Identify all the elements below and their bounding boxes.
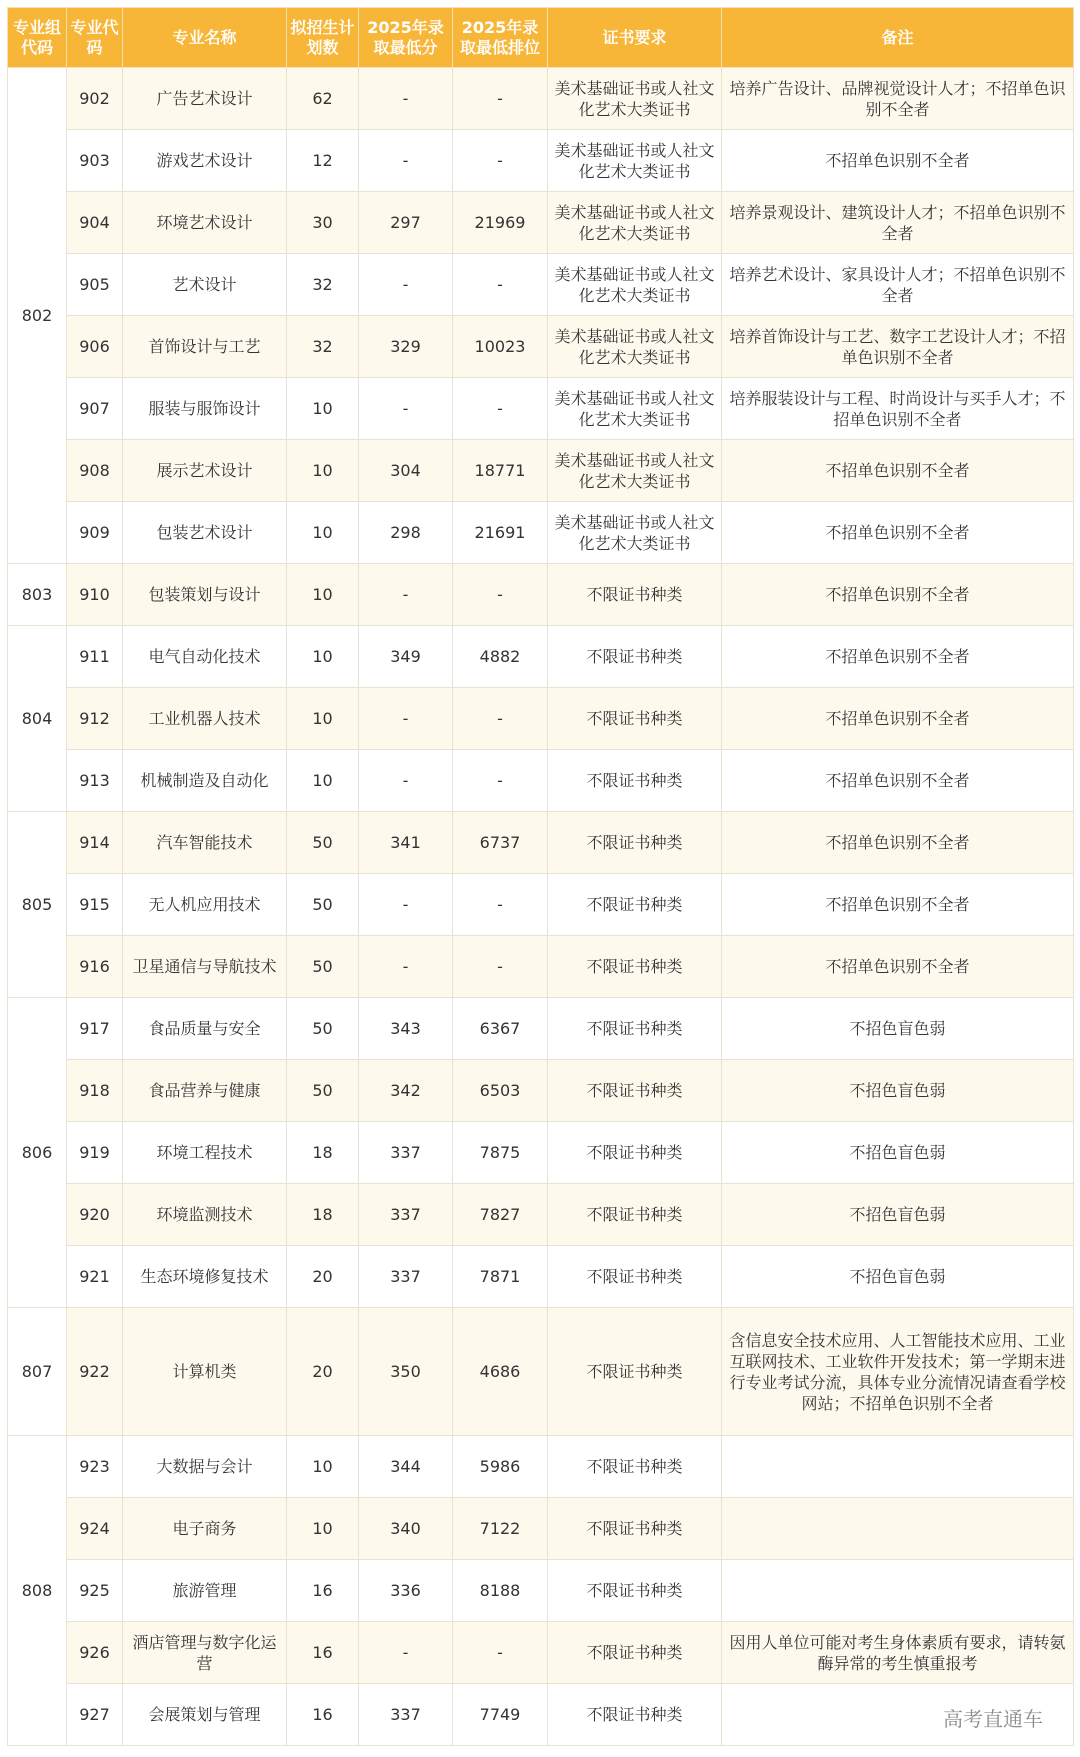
min-rank: 7871: [453, 1246, 548, 1308]
column-header: 专业名称: [123, 8, 287, 68]
major-name: 食品质量与安全: [123, 998, 287, 1060]
min-rank: -: [453, 68, 548, 130]
min-score: 349: [359, 626, 453, 688]
remark: 不招单色识别不全者: [722, 440, 1074, 502]
remark: 培养服装设计与工程、时尚设计与买手人才；不招单色识别不全者: [722, 378, 1074, 440]
plan-count: 20: [287, 1246, 359, 1308]
plan-count: 50: [287, 998, 359, 1060]
plan-count: 10: [287, 502, 359, 564]
certificate-requirement: 不限证书种类: [548, 688, 722, 750]
major-code: 918: [67, 1060, 123, 1122]
certificate-requirement: 不限证书种类: [548, 750, 722, 812]
major-name: 卫星通信与导航技术: [123, 936, 287, 998]
major-name: 生态环境修复技术: [123, 1246, 287, 1308]
remark: 培养艺术设计、家具设计人才；不招单色识别不全者: [722, 254, 1074, 316]
remark: 不招色盲色弱: [722, 1122, 1074, 1184]
major-name: 广告艺术设计: [123, 68, 287, 130]
plan-count: 62: [287, 68, 359, 130]
table-row: [8, 1622, 1074, 1684]
major-name: 包装策划与设计: [123, 564, 287, 626]
remark: [722, 1436, 1074, 1498]
plan-count: 32: [287, 254, 359, 316]
min-score: 344: [359, 1436, 453, 1498]
major-code: 920: [67, 1184, 123, 1246]
plan-count: 16: [287, 1622, 359, 1684]
min-rank: -: [453, 874, 548, 936]
certificate-requirement: 不限证书种类: [548, 1560, 722, 1622]
major-code: 926: [67, 1622, 123, 1684]
remark: 不招单色识别不全者: [722, 626, 1074, 688]
major-code: 915: [67, 874, 123, 936]
column-header: 2025年录取最低分: [359, 8, 453, 68]
min-rank: 7122: [453, 1498, 548, 1560]
min-score: -: [359, 68, 453, 130]
plan-count: 10: [287, 626, 359, 688]
table-row: [8, 1560, 1074, 1622]
header-row: [8, 8, 1074, 68]
table-row: [8, 1060, 1074, 1122]
plan-count: 10: [287, 564, 359, 626]
table-row: [8, 378, 1074, 440]
certificate-requirement: 美术基础证书或人社文化艺术大类证书: [548, 378, 722, 440]
major-code: 916: [67, 936, 123, 998]
table-row: [8, 626, 1074, 688]
major-name: 包装艺术设计: [123, 502, 287, 564]
certificate-requirement: 不限证书种类: [548, 1498, 722, 1560]
plan-count: 16: [287, 1684, 359, 1746]
major-code: 927: [67, 1684, 123, 1746]
plan-count: 50: [287, 936, 359, 998]
min-score: -: [359, 254, 453, 316]
certificate-requirement: 美术基础证书或人社文化艺术大类证书: [548, 502, 722, 564]
group-code: 806: [8, 998, 67, 1308]
min-score: 329: [359, 316, 453, 378]
table-row: [8, 192, 1074, 254]
group-code: 808: [8, 1436, 67, 1746]
min-rank: 5986: [453, 1436, 548, 1498]
major-code: 923: [67, 1436, 123, 1498]
plan-count: 50: [287, 812, 359, 874]
group-code: 802: [8, 68, 67, 564]
major-name: 机械制造及自动化: [123, 750, 287, 812]
major-name: 食品营养与健康: [123, 1060, 287, 1122]
min-rank: 8188: [453, 1560, 548, 1622]
certificate-requirement: 不限证书种类: [548, 1246, 722, 1308]
major-code: 903: [67, 130, 123, 192]
major-code: 917: [67, 998, 123, 1060]
min-rank: 21969: [453, 192, 548, 254]
plan-count: 18: [287, 1184, 359, 1246]
certificate-requirement: 不限证书种类: [548, 1122, 722, 1184]
min-rank: -: [453, 688, 548, 750]
table-row: [8, 1246, 1074, 1308]
remark: [722, 1498, 1074, 1560]
min-rank: 10023: [453, 316, 548, 378]
major-code: 910: [67, 564, 123, 626]
major-name: 服装与服饰设计: [123, 378, 287, 440]
remark: 不招单色识别不全者: [722, 502, 1074, 564]
major-name: 电气自动化技术: [123, 626, 287, 688]
certificate-requirement: 不限证书种类: [548, 936, 722, 998]
group-code: 804: [8, 626, 67, 812]
major-name: 汽车智能技术: [123, 812, 287, 874]
min-rank: -: [453, 378, 548, 440]
plan-count: 12: [287, 130, 359, 192]
min-rank: -: [453, 1622, 548, 1684]
admission-table: [7, 7, 1074, 1746]
plan-count: 10: [287, 1498, 359, 1560]
min-rank: 6367: [453, 998, 548, 1060]
min-score: -: [359, 688, 453, 750]
major-code: 909: [67, 502, 123, 564]
major-code: 914: [67, 812, 123, 874]
plan-count: 50: [287, 874, 359, 936]
major-code: 925: [67, 1560, 123, 1622]
group-code: 805: [8, 812, 67, 998]
min-score: 340: [359, 1498, 453, 1560]
min-rank: -: [453, 564, 548, 626]
major-code: 924: [67, 1498, 123, 1560]
certificate-requirement: 美术基础证书或人社文化艺术大类证书: [548, 316, 722, 378]
major-name: 艺术设计: [123, 254, 287, 316]
min-score: 336: [359, 1560, 453, 1622]
plan-count: 16: [287, 1560, 359, 1622]
min-rank: -: [453, 254, 548, 316]
remark: 不招色盲色弱: [722, 998, 1074, 1060]
table-row: [8, 998, 1074, 1060]
remark: 不招单色识别不全者: [722, 130, 1074, 192]
certificate-requirement: 不限证书种类: [548, 812, 722, 874]
remark: 不招单色识别不全者: [722, 874, 1074, 936]
table-row: [8, 1684, 1074, 1746]
table-row: [8, 564, 1074, 626]
certificate-requirement: 不限证书种类: [548, 1184, 722, 1246]
min-score: 298: [359, 502, 453, 564]
column-header: 2025年录取最低排位: [453, 8, 548, 68]
table-row: [8, 68, 1074, 130]
certificate-requirement: 不限证书种类: [548, 1308, 722, 1436]
min-score: 341: [359, 812, 453, 874]
major-code: 912: [67, 688, 123, 750]
remark: [722, 1560, 1074, 1622]
certificate-requirement: 美术基础证书或人社文化艺术大类证书: [548, 440, 722, 502]
min-score: -: [359, 874, 453, 936]
major-name: 环境艺术设计: [123, 192, 287, 254]
min-rank: -: [453, 130, 548, 192]
min-rank: 6503: [453, 1060, 548, 1122]
major-name: 大数据与会计: [123, 1436, 287, 1498]
major-name: 游戏艺术设计: [123, 130, 287, 192]
table-row: [8, 130, 1074, 192]
certificate-requirement: 不限证书种类: [548, 1436, 722, 1498]
plan-count: 32: [287, 316, 359, 378]
min-score: 337: [359, 1684, 453, 1746]
plan-count: 10: [287, 750, 359, 812]
major-code: 905: [67, 254, 123, 316]
major-code: 919: [67, 1122, 123, 1184]
certificate-requirement: 美术基础证书或人社文化艺术大类证书: [548, 254, 722, 316]
major-name: 酒店管理与数字化运营: [123, 1622, 287, 1684]
min-score: 304: [359, 440, 453, 502]
table-row: [8, 254, 1074, 316]
min-score: 297: [359, 192, 453, 254]
plan-count: 10: [287, 378, 359, 440]
remark: 不招色盲色弱: [722, 1246, 1074, 1308]
min-rank: 6737: [453, 812, 548, 874]
plan-count: 10: [287, 688, 359, 750]
min-rank: -: [453, 750, 548, 812]
certificate-requirement: 美术基础证书或人社文化艺术大类证书: [548, 130, 722, 192]
table-row: [8, 688, 1074, 750]
min-rank: -: [453, 936, 548, 998]
group-code: 807: [8, 1308, 67, 1436]
certificate-requirement: 不限证书种类: [548, 1684, 722, 1746]
remark: 不招色盲色弱: [722, 1060, 1074, 1122]
table-row: [8, 874, 1074, 936]
table-body: [8, 68, 1074, 1746]
major-name: 展示艺术设计: [123, 440, 287, 502]
major-code: 902: [67, 68, 123, 130]
min-score: -: [359, 564, 453, 626]
column-header: 拟招生计划数: [287, 8, 359, 68]
remark: 不招单色识别不全者: [722, 564, 1074, 626]
min-score: 343: [359, 998, 453, 1060]
plan-count: 50: [287, 1060, 359, 1122]
certificate-requirement: 不限证书种类: [548, 1060, 722, 1122]
min-score: -: [359, 750, 453, 812]
major-code: 904: [67, 192, 123, 254]
table-row: [8, 502, 1074, 564]
min-rank: 7827: [453, 1184, 548, 1246]
remark: 培养景观设计、建筑设计人才；不招单色识别不全者: [722, 192, 1074, 254]
min-rank: 7749: [453, 1684, 548, 1746]
remark: 不招单色识别不全者: [722, 750, 1074, 812]
min-rank: 4686: [453, 1308, 548, 1436]
certificate-requirement: 不限证书种类: [548, 1622, 722, 1684]
min-rank: 7875: [453, 1122, 548, 1184]
plan-count: 10: [287, 440, 359, 502]
remark: 不招单色识别不全者: [722, 936, 1074, 998]
certificate-requirement: 美术基础证书或人社文化艺术大类证书: [548, 192, 722, 254]
major-name: 计算机类: [123, 1308, 287, 1436]
min-score: -: [359, 378, 453, 440]
major-code: 913: [67, 750, 123, 812]
certificate-requirement: 不限证书种类: [548, 998, 722, 1060]
table-row: [8, 440, 1074, 502]
major-code: 922: [67, 1308, 123, 1436]
min-rank: 18771: [453, 440, 548, 502]
major-name: 电子商务: [123, 1498, 287, 1560]
table-row: [8, 1122, 1074, 1184]
major-code: 906: [67, 316, 123, 378]
major-code: 907: [67, 378, 123, 440]
min-rank: 21691: [453, 502, 548, 564]
table-row: [8, 1498, 1074, 1560]
remark: 培养广告设计、品牌视觉设计人才；不招单色识别不全者: [722, 68, 1074, 130]
column-header: 专业代码: [67, 8, 123, 68]
certificate-requirement: 不限证书种类: [548, 874, 722, 936]
column-header: 备注: [722, 8, 1074, 68]
table-row: [8, 1308, 1074, 1436]
plan-count: 30: [287, 192, 359, 254]
remark: 不招单色识别不全者: [722, 812, 1074, 874]
major-code: 921: [67, 1246, 123, 1308]
major-name: 旅游管理: [123, 1560, 287, 1622]
watermark: 高考直通车: [943, 1707, 1043, 1731]
major-name: 工业机器人技术: [123, 688, 287, 750]
min-score: 350: [359, 1308, 453, 1436]
min-rank: 4882: [453, 626, 548, 688]
table-row: [8, 812, 1074, 874]
column-header: 证书要求: [548, 8, 722, 68]
table-row: [8, 1436, 1074, 1498]
table-row: [8, 936, 1074, 998]
remark: 不招单色识别不全者: [722, 688, 1074, 750]
column-header: 专业组代码: [8, 8, 67, 68]
major-name: 环境工程技术: [123, 1122, 287, 1184]
remark: 因用人单位可能对考生身体素质有要求，请转氨酶异常的考生慎重报考: [722, 1622, 1074, 1684]
plan-count: 18: [287, 1122, 359, 1184]
certificate-requirement: 美术基础证书或人社文化艺术大类证书: [548, 68, 722, 130]
min-score: -: [359, 936, 453, 998]
remark: 含信息安全技术应用、人工智能技术应用、工业互联网技术、工业软件开发技术；第一学期末进行专业考试分流，具体专业分流情况请查看学校网站；不招单色识别不全者: [722, 1308, 1074, 1436]
major-name: 会展策划与管理: [123, 1684, 287, 1746]
plan-count: 20: [287, 1308, 359, 1436]
group-code: 803: [8, 564, 67, 626]
min-score: -: [359, 130, 453, 192]
table-header: [8, 8, 1074, 68]
min-score: -: [359, 1622, 453, 1684]
table-row: [8, 1184, 1074, 1246]
certificate-requirement: 不限证书种类: [548, 564, 722, 626]
certificate-requirement: 不限证书种类: [548, 626, 722, 688]
table-row: [8, 316, 1074, 378]
min-score: 337: [359, 1122, 453, 1184]
remark: 培养首饰设计与工艺、数字工艺设计人才；不招单色识别不全者: [722, 316, 1074, 378]
major-name: 无人机应用技术: [123, 874, 287, 936]
major-code: 908: [67, 440, 123, 502]
min-score: 337: [359, 1246, 453, 1308]
table-row: [8, 750, 1074, 812]
min-score: 342: [359, 1060, 453, 1122]
plan-count: 10: [287, 1436, 359, 1498]
remark: 不招色盲色弱: [722, 1184, 1074, 1246]
major-name: 首饰设计与工艺: [123, 316, 287, 378]
min-score: 337: [359, 1184, 453, 1246]
major-code: 911: [67, 626, 123, 688]
major-name: 环境监测技术: [123, 1184, 287, 1246]
